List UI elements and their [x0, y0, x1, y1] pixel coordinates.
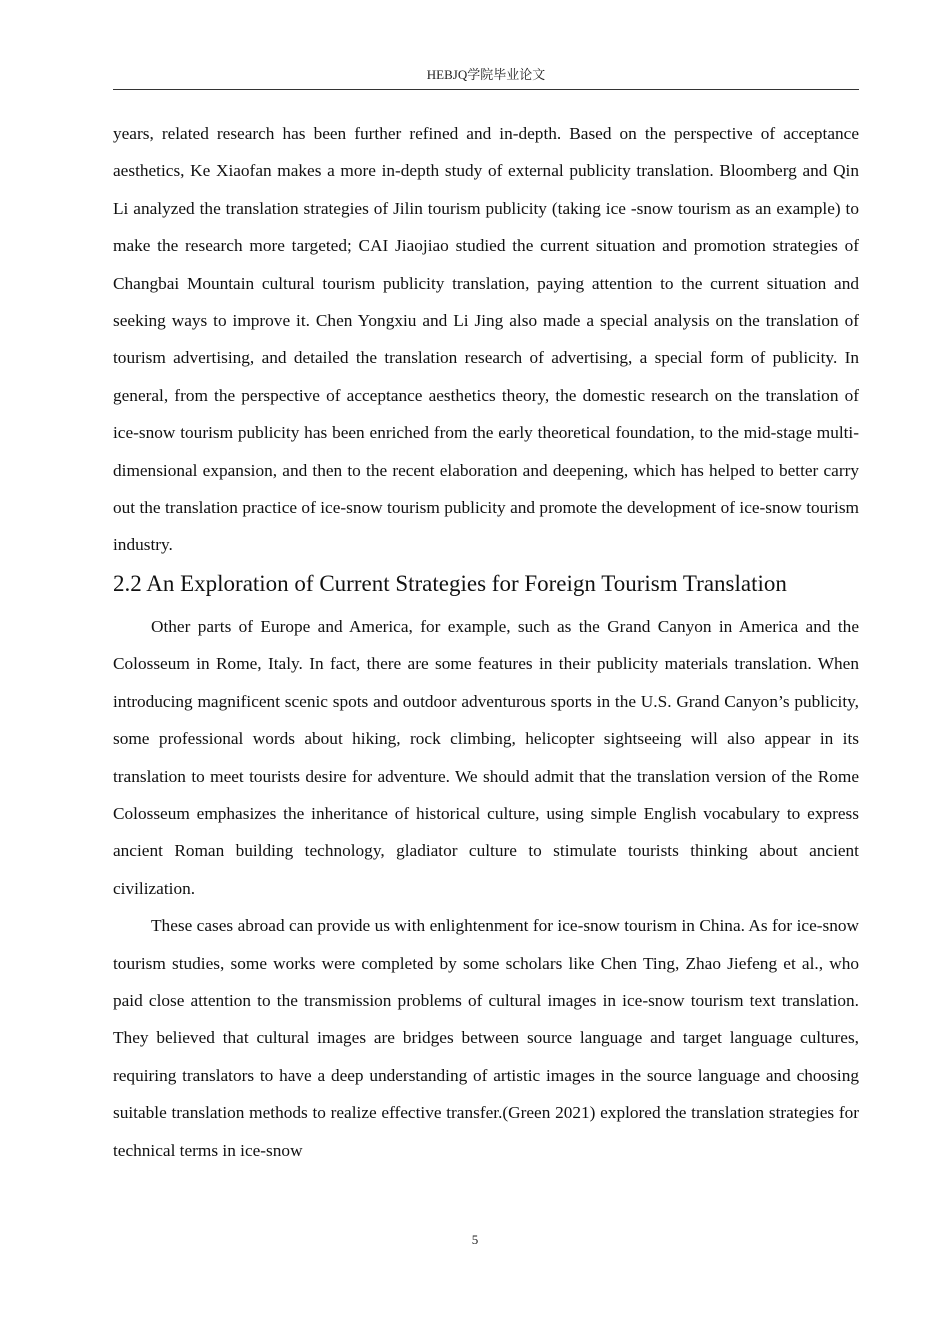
- page-number: 5: [471, 1232, 479, 1247]
- paragraph: Other parts of Europe and America, for example, such as the Grand Canyon in America and the Colosseum in Rome, Italy. In fact, there are some features in their publicity materials translation. When introducing magnificent scenic spots and outdoor adventurous sports in the U.S. Grand Canyon’s publicity, some professional words about hiking, rock climbing, helicopter sightseeing will also appear in its translation to meet tourists desire for adventure. We should admit that the translation version of the Rome Colosseum emphasizes the inheritance of historical culture, using simple English vocabulary to express ancient Roman building technology, gladiator culture to stimulate tourists thinking about ancient civilization.: [113, 616, 859, 898]
- paragraph: These cases abroad can provide us with enlightenment for ice-snow tourism in China. As for ice-snow tourism studies, some works were completed by some scholars like Chen Ting, Zhao Jiefeng et al., who paid close attention to the transmission problems of cultural images in ice-snow tourism text translation. They believed that cultural images are bridges between source language and target language cultures, requiring translators to have a deep understanding of artistic images in the source language and choosing suitable translation methods to realize effective transfer.(Green 2021) explored the translation strategies for technical terms in ice-snow: [113, 916, 859, 1160]
- section-heading: 2.2 An Exploration of Current Strategies for Foreign Tourism Translation: [113, 570, 787, 596]
- paragraph-continued: years, related research has been further refined and in-depth. Based on the perspective of acceptance aesthetics, Ke Xiaofan makes a more in-depth study of external publicity translation. Bloomberg and Qin Li analyzed the translation strategies of Jilin tourism publicity (taking ice -snow tourism as an example) to make the research more targeted; CAI Jiaojiao studied the current situation and promotion strategies of Changbai Mountain cultural tourism publicity translation, paying attention to the current situation and seeking ways to improve it. Chen Yongxiu and Li Jing also made a special analysis on the translation of tourism advertising, and detailed the translation research of advertising, a special form of publicity. In general, from the perspective of acceptance aesthetics theory, the domestic research on the translation of ice-snow tourism publicity has been enriched from the early theoretical foundation, to the mid-stage multi-dimensional expansion, and then to the recent elaboration and deepening, which has helped to better carry out the translation practice of ice-snow tourism publicity and promote the development of ice-snow tourism industry.: [113, 124, 859, 555]
- main-content: [113, 115, 859, 1169]
- page-header: HEBJQ学院毕业论文: [113, 64, 859, 90]
